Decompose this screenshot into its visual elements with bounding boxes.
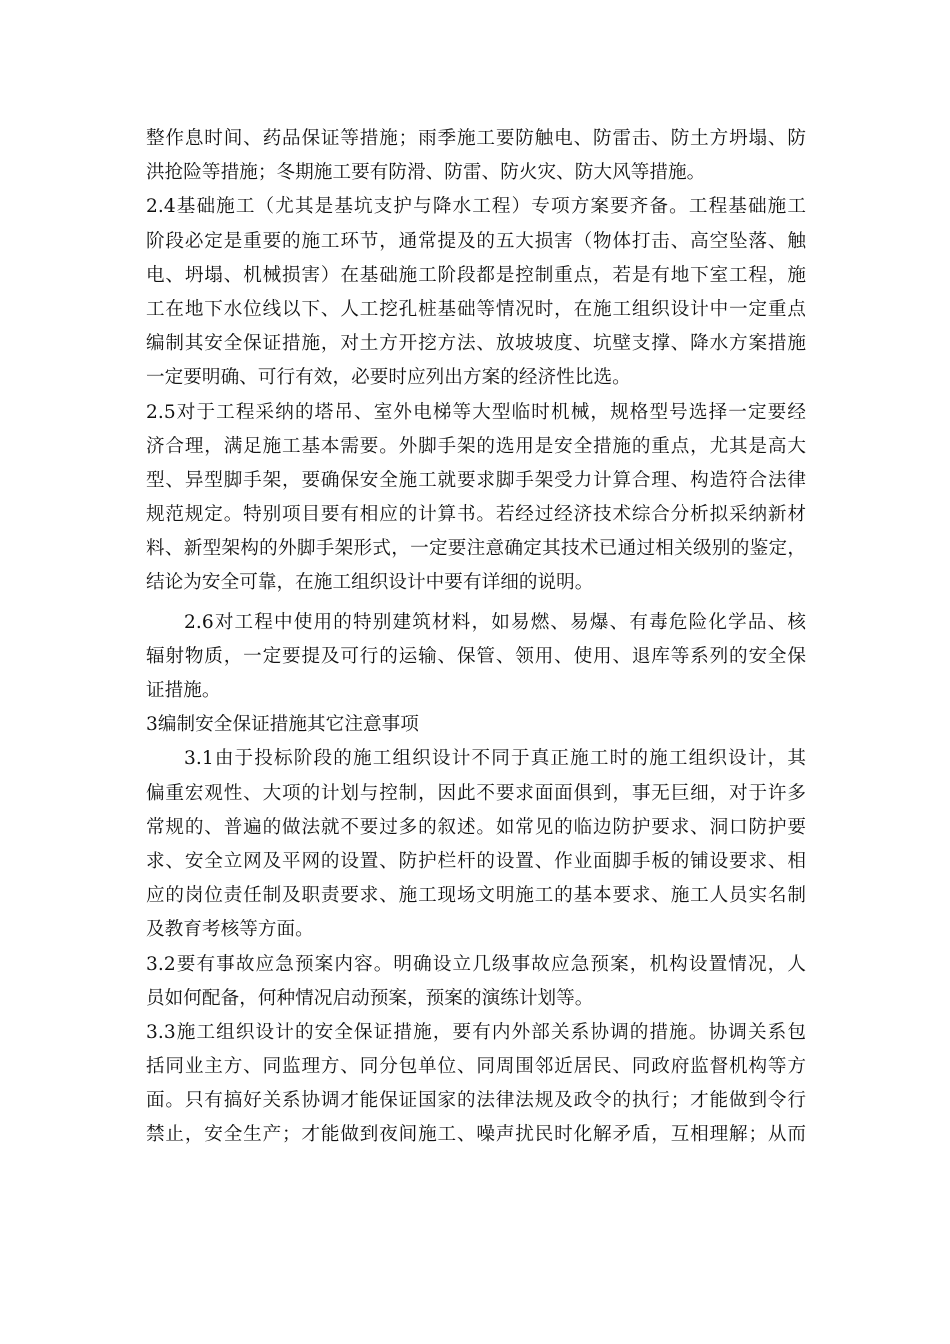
text-line: 编制其安全保证措施，对土方开挖方法、放坡坡度、坑壁支撑、降水方案措施 (146, 333, 806, 355)
text-line: 2.6对工程中使用的特别建筑材料，如易燃、易爆、有毒危险化学品、核 (184, 611, 806, 633)
text-line: 常规的、普遍的做法就不要过多的叙述。如常见的临边防护要求、洞口防护要 (146, 816, 806, 838)
text-line: 一定要明确、可行有效，必要时应列出方案的经济性比选。 (146, 367, 631, 389)
section-heading: 3编制安全保证措施其它注意事项 (146, 714, 419, 736)
text-line: 2.4基础施工（尤其是基坑支护与降水工程）专项方案要齐备。工程基础施工 (146, 196, 806, 218)
text-line: 整作息时间、药品保证等措施；雨季施工要防触电、防雷击、防土方坍塌、防 (146, 128, 806, 149)
text-line: 3.2要有事故应急预案内容。明确设立几级事故应急预案，机构设置情况，人 (146, 953, 806, 975)
text-line: 3.3施工组织设计的安全保证措施，要有内外部关系协调的措施。协调关系包 (146, 1021, 806, 1043)
text-line: 求、安全立网及平网的设置、防护栏杆的设置、作业面脚手板的铺设要求、相 (146, 850, 806, 872)
text-line: 型、异型脚手架，要确保安全施工就要求脚手架受力计算合理、构造符合法律 (146, 469, 806, 491)
text-line: 及教育考核等方面。 (146, 919, 314, 941)
text-line: 3.1由于投标阶段的施工组织设计不同于真正施工时的施工组织设计，其 (184, 748, 806, 770)
text-line: 规范规定。特别项目要有相应的计算书。若经过经济技术综合分析拟采纳新材 (146, 504, 806, 526)
text-line: 2.5对于工程采纳的塔吊、室外电梯等大型临时机械，规格型号选择一定要经 (146, 401, 806, 423)
text-line: 禁止，安全生产；才能做到夜间施工、噪声扰民时化解矛盾，互相理解；从而 (146, 1124, 806, 1146)
text-line: 偏重宏观性、大项的计划与控制，因此不要求面面俱到，事无巨细，对于许多 (146, 782, 806, 804)
text-line: 辐射物质，一定要提及可行的运输、保管、领用、使用、退库等系列的安全保 (146, 645, 806, 667)
text-line: 应的岗位责任制及职责要求、施工现场文明施工的基本要求、施工人员实名制 (146, 885, 806, 907)
text-line: 阶段必定是重要的施工环节，通常提及的五大损害（物体打击、高空坠落、触 (146, 230, 806, 252)
text-line: 工在地下水位线以下、人工挖孔桩基础等情况时，在施工组织设计中一定重点 (146, 298, 806, 320)
text-line: 电、坍塌、机械损害）在基础施工阶段都是控制重点，若是有地下室工程，施 (146, 264, 806, 286)
body-text (146, 122, 806, 1153)
text-line: 济合理，满足施工基本需要。外脚手架的选用是安全措施的重点，尤其是高大 (146, 435, 806, 457)
text-line: 员如何配备，何种情况启动预案，预案的演练计划等。 (146, 987, 594, 1009)
text-line: 洪抢险等措施；冬期施工要有防滑、防雷、防火灾、防大风等措施。 (146, 162, 706, 184)
text-line: 结论为安全可靠，在施工组织设计中要有详细的说明。 (146, 572, 594, 594)
text-line: 面。只有搞好关系协调才能保证国家的法律法规及政令的执行；才能做到令行 (146, 1090, 806, 1112)
text-line: 料、新型架构的外脚手架形式，一定要注意确定其技术已通过相关级别的鉴定， (146, 538, 806, 560)
text-line: 证措施。 (146, 680, 221, 701)
text-line: 括同业主方、同监理方、同分包单位、同周围邻近居民、同政府监督机构等方 (146, 1056, 806, 1078)
